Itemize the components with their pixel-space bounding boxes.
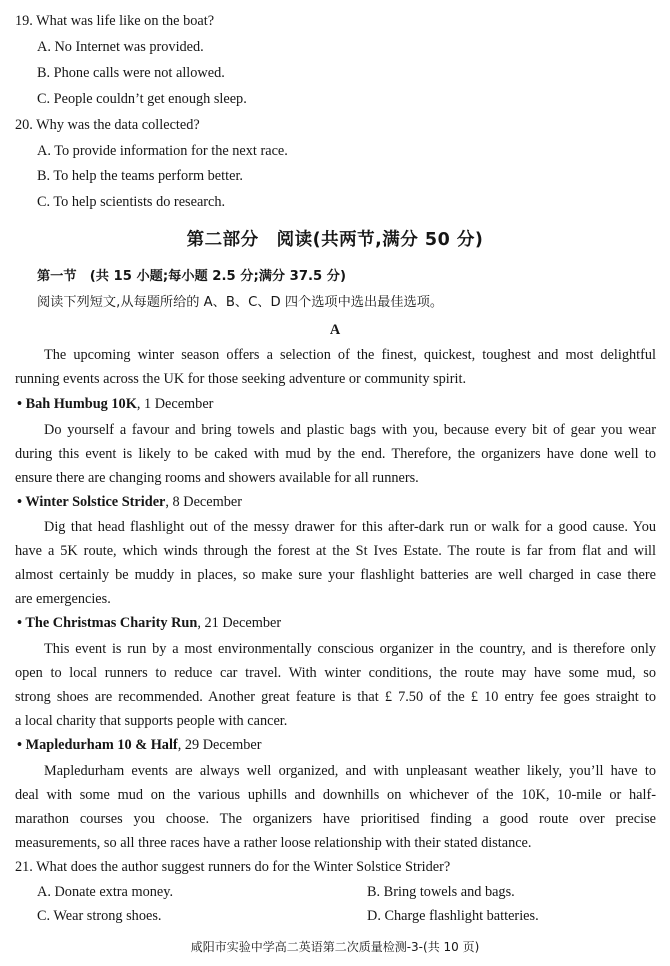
event-4-line-4: measurements, so all three races have a rather loose relationship with their stated distance. bbox=[15, 835, 532, 851]
event-1-line-3: ensure there are changing rooms and showers available for all runners. bbox=[15, 470, 419, 486]
event-1-line-2: during this event is likely to be caked with mud by the end. Therefore, the organizers have done well to bbox=[15, 446, 656, 462]
event-date: , 8 December bbox=[165, 494, 242, 510]
question-20-option-a: A. To provide information for the next race. bbox=[37, 143, 288, 159]
page-footer: 咸阳市实验中学高二英语第二次质量检测-3-(共 10 页) bbox=[190, 940, 480, 954]
bullet-icon: • bbox=[17, 494, 23, 510]
event-3-line-1: This event is run by a most environmentally conscious organizer in the country, and is therefore only bbox=[44, 641, 656, 657]
question-19-option-b: B. Phone calls were not allowed. bbox=[37, 65, 225, 81]
question-20-option-c: C. To help scientists do research. bbox=[37, 194, 226, 210]
bullet-icon: • bbox=[17, 615, 23, 631]
event-4-line-2: deal with some mud on the various uphills and downhills on whichever of the 10K, 10-mile or half- bbox=[15, 787, 656, 803]
section-one-heading: 第一节 (共 15 小题;每小题 2.5 分;满分 37.5 分) bbox=[37, 269, 347, 284]
event-name: Winter Solstice Strider bbox=[25, 494, 166, 510]
event-heading-christmas-charity bbox=[17, 614, 281, 632]
event-date: , 29 December bbox=[177, 737, 262, 753]
event-4-line-1: Mapledurham events are always well organized, and with unpleasant weather likely, you’ll have to bbox=[44, 763, 656, 779]
event-1-line-1: Do yourself a favour and bring towels and plastic bags with you, because every bit of gear you wear bbox=[44, 422, 656, 438]
event-3-line-2: open to local runners to reduce car travel. With winter conditions, the route may have some mud, so bbox=[15, 665, 656, 681]
event-name: Bah Humbug 10K bbox=[25, 396, 137, 412]
question-19-option-c: C. People couldn’t get enough sleep. bbox=[37, 91, 247, 107]
event-name: The Christmas Charity Run bbox=[25, 615, 198, 631]
event-heading-winter-solstice bbox=[17, 493, 242, 511]
event-3-line-3: strong shoes are recommended. Another great feature is that £ 7.50 of the £ 10 entry fee goes straight to bbox=[15, 689, 656, 705]
event-2-line-4: are emergencies. bbox=[15, 591, 111, 607]
bullet-icon: • bbox=[17, 737, 23, 753]
question-21-option-c: C. Wear strong shoes. bbox=[37, 908, 162, 924]
question-21-option-d: D. Charge flashlight batteries. bbox=[367, 908, 539, 924]
event-date: , 1 December bbox=[136, 396, 214, 412]
question-20-stem: 20. Why was the data collected? bbox=[15, 117, 200, 133]
bullet-icon: • bbox=[17, 396, 23, 412]
passage-label: A bbox=[329, 322, 341, 338]
event-3-line-4: a local charity that supports people with cancer. bbox=[15, 713, 288, 729]
event-2-line-3: almost certainly be muddy in places, so make sure your flashlight batteries are well charged in case there bbox=[15, 567, 656, 583]
question-19-stem: 19. What was life like on the boat? bbox=[15, 13, 215, 29]
question-21-stem: 21. What does the author suggest runners do for the Winter Solstice Strider? bbox=[15, 859, 451, 875]
event-name: Mapledurham 10 & Half bbox=[25, 737, 178, 753]
event-date: , 21 December bbox=[197, 615, 282, 631]
event-2-line-1: Dig that head flashlight out of the messy drawer for this after-dark run or walk for a good cause. You bbox=[44, 519, 656, 535]
event-heading-mapledurham bbox=[17, 736, 261, 754]
event-heading-bah-humbug bbox=[17, 395, 213, 413]
question-21-option-b: B. Bring towels and bags. bbox=[367, 884, 515, 900]
event-2-line-2: have a 5K route, which winds through the forest at the St Ives Estate. The route is far from flat and will bbox=[15, 543, 656, 559]
question-20-option-b: B. To help the teams perform better. bbox=[37, 168, 243, 184]
event-4-line-3: marathon courses you choose. The organizers have prioritised finding a good route over precise bbox=[15, 811, 656, 827]
intro-line-1: The upcoming winter season offers a selection of the finest, quickest, toughest and most delightful bbox=[44, 347, 656, 363]
question-21-option-a: A. Donate extra money. bbox=[37, 884, 174, 900]
part-two-title: 第二部分 阅读(共两节,满分 50 分) bbox=[186, 230, 484, 250]
question-19-option-a: A. No Internet was provided. bbox=[37, 39, 204, 55]
reading-instruction: 阅读下列短文,从每题所给的 A、B、C、D 四个选项中选出最佳选项。 bbox=[37, 295, 444, 310]
intro-line-2: running events across the UK for those seeking adventure or community spirit. bbox=[15, 371, 467, 387]
